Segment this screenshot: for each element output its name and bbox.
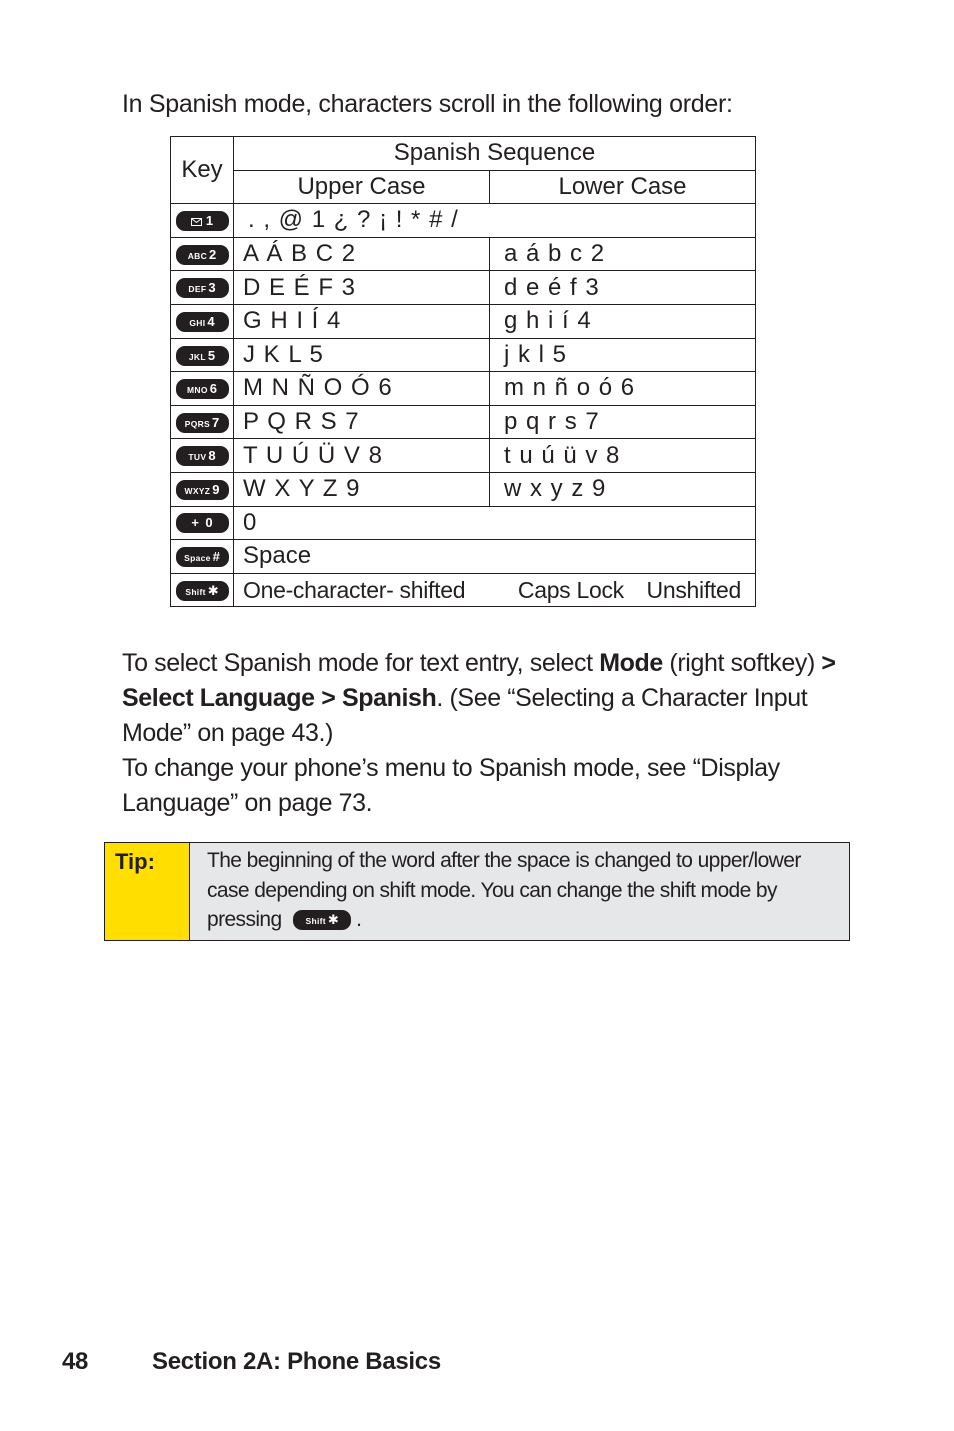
intro-text: In Spanish mode, characters scroll in the following order: (122, 90, 733, 118)
shift-options (243, 577, 755, 604)
table-row (171, 472, 756, 506)
upper-cell: P Q R S 7 (234, 405, 490, 439)
page-footer (62, 1348, 441, 1376)
menu-path-text: > Select Language > Spanish (122, 649, 836, 712)
shift-option-one-character: One-character- shifted (243, 576, 466, 603)
upper-cell: J K L 5 (234, 338, 490, 372)
tip-text: The beginning of the word after the space is changed to upper/lower case depending on shift mode. You can change the shift mode by pressing Shift ✱ . (207, 849, 801, 931)
table-row (171, 304, 756, 338)
table-row (171, 237, 756, 271)
key-1-icon: 1 (176, 211, 229, 231)
envelope-icon (191, 218, 202, 226)
page-number: 48 (62, 1348, 89, 1375)
mode-softkey-text: Mode (599, 649, 663, 677)
upper-cell: G H I Í 4 (234, 304, 490, 338)
table-row (171, 439, 756, 473)
table-row (171, 540, 756, 574)
lower-cell: m n ñ o ó 6 (490, 372, 756, 406)
upper-cell: W X Y Z 9 (234, 472, 490, 506)
lower-cell: t u ú ü v 8 (490, 439, 756, 473)
section-title: Section 2A: Phone Basics (152, 1348, 441, 1375)
table-row (171, 372, 756, 406)
lower-cell: g h i í 4 (490, 304, 756, 338)
key-5-icon: JKL 5 (176, 346, 229, 366)
lower-cell: w x y z 9 (490, 472, 756, 506)
key-0-icon: + 0 (176, 513, 229, 533)
key-column-header: Key (171, 137, 234, 204)
key-6-icon: MNO 6 (176, 379, 229, 399)
shift-option-unshifted: Unshifted (646, 576, 741, 603)
tip-box (104, 842, 850, 941)
table-row (171, 204, 756, 238)
upper-case-header: Upper Case (234, 170, 490, 204)
table-row (171, 271, 756, 305)
tip-label: Tip: (105, 843, 190, 940)
upper-cell: D E É F 3 (234, 271, 490, 305)
lower-cell: d e é f 3 (490, 271, 756, 305)
table-row (171, 338, 756, 372)
key-7-icon: PQRS 7 (176, 413, 229, 433)
upper-cell: A Á B C 2 (234, 237, 490, 271)
upper-cell: T U Ú Ü V 8 (234, 439, 490, 473)
key-4-icon: GHI 4 (176, 312, 229, 332)
table-row (171, 405, 756, 439)
key-3-icon: DEF 3 (176, 278, 229, 298)
shift-modes-cell (234, 573, 756, 607)
key-shift-icon: Shift ✱ (176, 581, 229, 601)
sequence-cell: 0 (234, 506, 756, 540)
lower-cell: j k l 5 (490, 338, 756, 372)
table-row (171, 506, 756, 540)
display-language-instructions: To change your phone’s menu to Spanish mode, see “Display Language” on page 73. (122, 754, 780, 817)
spanish-mode-instructions: To select Spanish mode for text entry, select Mode (right softkey) > Select Language > Spanish. (See “Selecting a Character Input Mode” on page 43.) (122, 649, 836, 747)
key-space-icon: Space # (176, 547, 229, 567)
sequence-cell: . , @ 1 ¿ ? ¡ ! * # / (234, 204, 756, 238)
table-row (171, 573, 756, 607)
spanish-sequence-header: Spanish Sequence (234, 137, 756, 171)
sequence-cell: Space (234, 540, 756, 574)
key-2-icon: ABC 2 (176, 245, 229, 265)
key-9-icon: WXYZ 9 (176, 480, 229, 500)
shift-key-icon: Shift ✱ (293, 910, 351, 930)
upper-cell: M N Ñ O Ó 6 (234, 372, 490, 406)
key-8-icon: TUV 8 (176, 446, 229, 466)
spanish-sequence-table (170, 136, 756, 607)
lower-case-header: Lower Case (490, 170, 756, 204)
lower-cell: p q r s 7 (490, 405, 756, 439)
lower-cell: a á b c 2 (490, 237, 756, 271)
shift-option-caps-lock: Caps Lock (517, 576, 624, 603)
